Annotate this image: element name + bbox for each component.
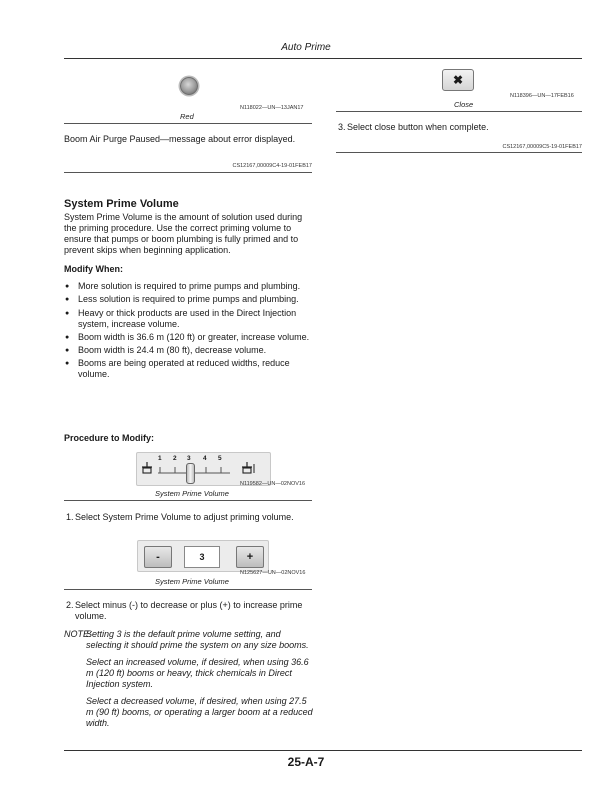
- figure-caption: Close: [454, 100, 474, 109]
- modify-when-heading: Modify When:: [64, 264, 123, 274]
- close-icon: ✖: [452, 73, 464, 87]
- tick-label: 1: [158, 455, 162, 462]
- volume-value: 3: [184, 546, 220, 568]
- list-item: ● Less solution is required to prime pumps and plumbing.: [64, 294, 316, 305]
- running-header: Auto Prime: [281, 42, 331, 53]
- step-2: [66, 600, 314, 622]
- note-label: NOTE:: [64, 629, 92, 639]
- header-rule: [64, 58, 582, 59]
- modify-when-list: [64, 281, 316, 383]
- note-paragraph: Select a decreased volume, if desired, when using 27.5 m (90 ft) booms, or operating a larger boom at a reduced width.: [86, 696, 313, 728]
- figure-caption: System Prime Volume: [155, 489, 229, 498]
- cs-reference-id: CS12167,00009C4-19-01FEB17: [232, 163, 312, 169]
- prime-volume-stepper: [137, 540, 269, 572]
- figure-rule: [336, 111, 582, 112]
- red-lamp-icon: [180, 77, 198, 95]
- figure-id: N118022—UN—13JAN17: [240, 105, 304, 111]
- close-button[interactable]: [442, 69, 474, 91]
- section-rule: [64, 172, 312, 173]
- tick-label: 4: [203, 455, 207, 462]
- step-number: 3.: [338, 122, 346, 132]
- step-text: Select minus (-) to decrease or plus (+) to increase prime volume.: [75, 600, 303, 621]
- slider-thumb[interactable]: [186, 463, 195, 484]
- figure-caption: Red: [180, 112, 194, 121]
- section-intro: System Prime Volume is the amount of solution used during the priming procedure. Use the correct priming volume to ensure that pumps or boom plumbing is fully primed and to prevent skips when beginning application.: [64, 212, 303, 255]
- tick-label: 2: [173, 455, 177, 462]
- step-text: Select close button when complete.: [347, 122, 489, 132]
- step-3: [338, 122, 582, 133]
- tick-label: 5: [218, 455, 222, 462]
- figure-caption: System Prime Volume: [155, 577, 229, 586]
- section-rule: [336, 152, 582, 153]
- section-title: System Prime Volume: [64, 198, 179, 210]
- prime-low-icon: [141, 461, 153, 475]
- tick-label: 3: [187, 455, 191, 462]
- step-number: 1.: [66, 512, 74, 522]
- list-item: ● More solution is required to prime pumps and plumbing.: [64, 281, 316, 292]
- list-item: ● Boom width is 24.4 m (80 ft), decrease volume.: [64, 345, 316, 356]
- note-paragraph: Setting 3 is the default prime volume setting, and selecting it should prime the system on any size booms.: [86, 629, 309, 650]
- note-block: [64, 629, 316, 729]
- footer-rule: [64, 750, 582, 751]
- plus-button[interactable]: +: [236, 546, 264, 568]
- list-item: ● Boom width is 36.6 m (120 ft) or greater, increase volume.: [64, 332, 316, 343]
- paused-message-text: Boom Air Purge Paused—message about error displayed.: [64, 134, 296, 144]
- page-number: 25-A-7: [287, 755, 325, 769]
- figure-id: N118396—UN—17FEB16: [510, 93, 574, 99]
- list-item: ● Booms are being operated at reduced widths, reduce volume.: [64, 358, 316, 380]
- step-1: [66, 512, 312, 523]
- list-item: ● Heavy or thick products are used in the Direct Injection system, increase volume.: [64, 308, 316, 330]
- figure-id: N125627—UN—02NOV16: [240, 570, 306, 576]
- figure-rule: [64, 589, 312, 590]
- prime-high-icon: [241, 461, 257, 475]
- figure-rule: [64, 500, 312, 501]
- step-number: 2.: [66, 600, 74, 610]
- figure-id: N119582—UN—02NOV16: [240, 481, 306, 487]
- procedure-heading: Procedure to Modify:: [64, 433, 155, 443]
- note-paragraph: Select an increased volume, if desired, when using 36.6 m (120 ft) booms or heavy, thick chemicals in Direct Injection system.: [86, 657, 309, 689]
- figure-rule: [64, 123, 312, 124]
- minus-button[interactable]: -: [144, 546, 172, 568]
- cs-reference-id: CS12167,00009C5-19-01FEB17: [502, 144, 582, 150]
- step-text: Select System Prime Volume to adjust priming volume.: [75, 512, 294, 522]
